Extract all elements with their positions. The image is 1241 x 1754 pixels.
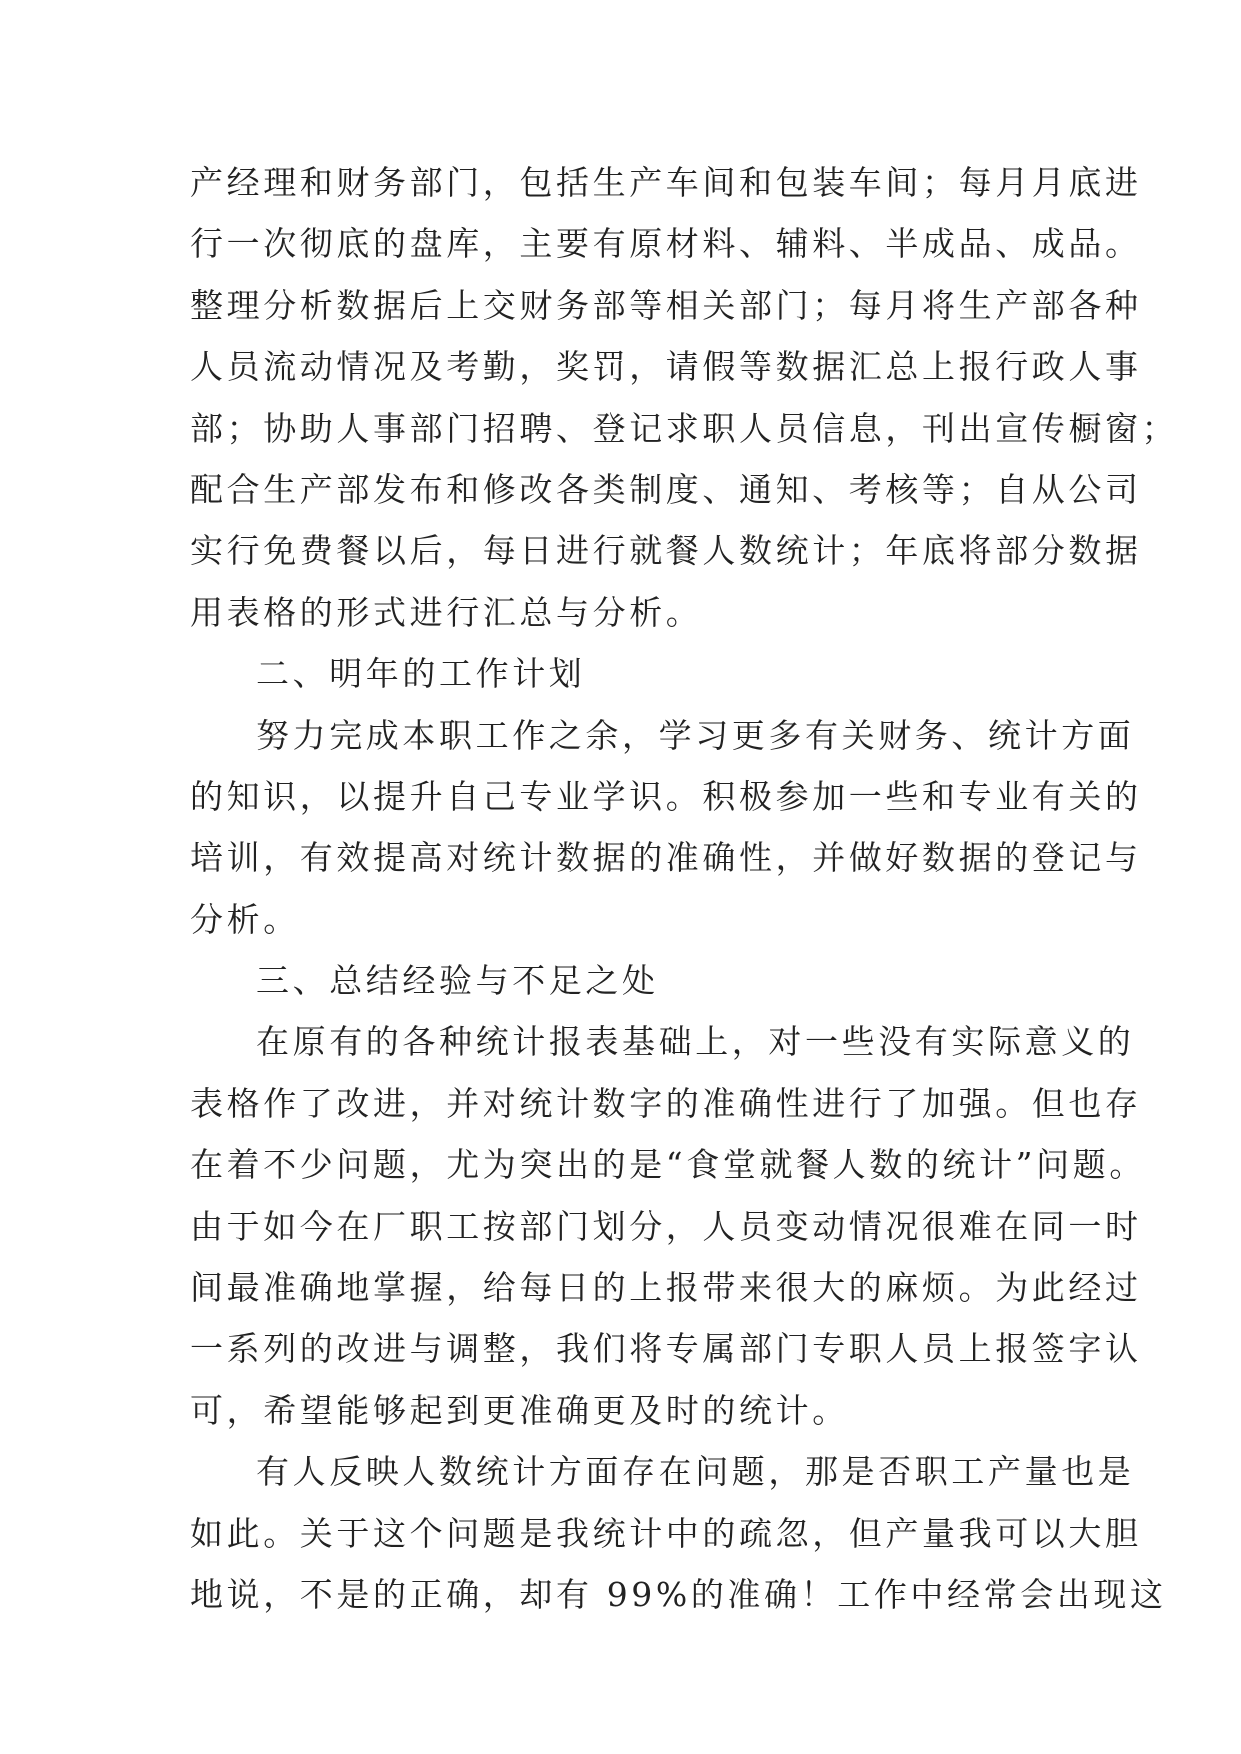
text-line: 的知识，以提升自己专业学识。积极参加一些和专业有关的	[190, 776, 1142, 816]
paragraph-start-line: 在原有的各种统计报表基础上，对一些没有实际意义的	[256, 1022, 1135, 1062]
text-line: 配合生产部发布和修改各类制度、通知、考核等；自从公司	[190, 469, 1142, 509]
text-line: 地说，不是的正确，却有 99%的准确！工作中经常会出现这	[190, 1574, 1167, 1614]
text-line: 用表格的形式进行汇总与分析。	[190, 592, 703, 632]
paragraph-start-line: 有人反映人数统计方面存在问题，那是否职工产量也是	[256, 1452, 1135, 1492]
text-line: 分析。	[190, 899, 300, 939]
text-line: 实行免费餐以后，每日进行就餐人数统计；年底将部分数据	[190, 531, 1142, 571]
paragraph-start-line: 努力完成本职工作之余，学习更多有关财务、统计方面	[256, 715, 1135, 755]
section-heading: 二、明年的工作计划	[256, 654, 586, 694]
text-line: 在着不少问题，尤为突出的是“食堂就餐人数的统计”问题。	[190, 1145, 1146, 1185]
text-line: 部；协助人事部门招聘、登记求职人员信息，刊出宣传橱窗；	[190, 408, 1179, 448]
text-line: 间最准确地掌握，给每日的上报带来很大的麻烦。为此经过	[190, 1268, 1142, 1308]
text-line: 培训，有效提高对统计数据的准确性，并做好数据的登记与	[190, 838, 1142, 878]
text-line: 产经理和财务部门，包括生产车间和包装车间；每月月底进	[190, 163, 1142, 202]
text-line: 由于如今在厂职工按部门划分，人员变动情况很难在同一时	[190, 1206, 1142, 1246]
text-line: 如此。关于这个问题是我统计中的疏忽，但产量我可以大胆	[190, 1513, 1142, 1553]
text-line: 整理分析数据后上交财务部等相关部门；每月将生产部各种	[190, 285, 1142, 325]
text-line: 可，希望能够起到更准确更及时的统计。	[190, 1390, 849, 1430]
text-line: 行一次彻底的盘库，主要有原材料、辅料、半成品、成品。	[190, 224, 1142, 264]
text-line: 人员流动情况及考勤，奖罚，请假等数据汇总上报行政人事	[190, 347, 1142, 387]
text-line: 一系列的改进与调整，我们将专属部门专职人员上报签字认	[190, 1329, 1142, 1369]
text-line: 表格作了改进，并对统计数字的准确性进行了加强。但也存	[190, 1083, 1142, 1123]
document-body	[190, 152, 1179, 1625]
section-heading: 三、总结经验与不足之处	[256, 961, 659, 1001]
